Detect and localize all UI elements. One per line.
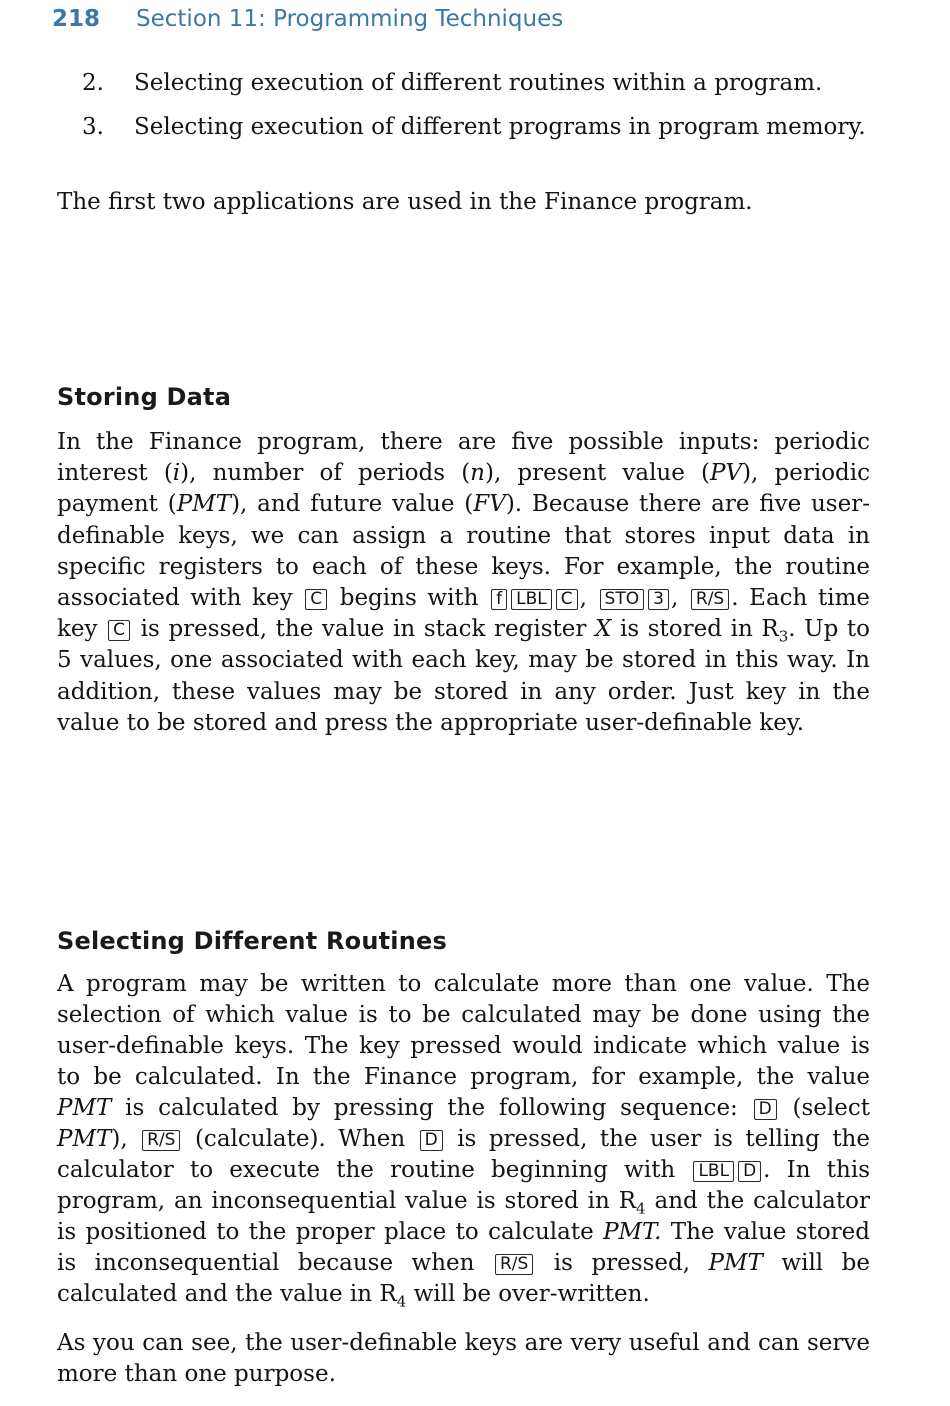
key-c: C	[556, 589, 578, 610]
heading-storing-data: Storing Data	[57, 383, 232, 411]
key-run-stop: R/S	[691, 589, 729, 610]
list-text: Selecting execution of different routines within a program.	[134, 70, 823, 96]
key-d: D	[754, 1099, 777, 1120]
key-f: f	[491, 589, 507, 610]
key-run-stop: R/S	[142, 1130, 180, 1151]
key-c: C	[108, 620, 130, 641]
paragraph-storing-data: In the Finance program, there are five possible inputs: periodic interest (i), number of periods (n), present value (PV), periodic payment (PMT), and future value (FV). Because there are five user-definable keys, we can assign a routine that stores input data in specific registers to each of these keys. For example, the routine associated with key C begins with f LBL C , STO 3 , R/S . Each time key C is pressed, the value in stack register X is stored in $R_3$. Up to 5 values, one associated with each key, may be stored in this way. In addition, these values may be stored in any order. Just key in the value to be stored and press the appropriate user-definable key.	[57, 429, 871, 736]
list-index: 2.	[82, 70, 104, 96]
list-item	[82, 67, 870, 100]
key-lbl: LBL	[693, 1161, 734, 1182]
key-run-stop: R/S	[495, 1254, 533, 1275]
list-text: Selecting execution of different programs in program memory.	[134, 114, 866, 140]
closing-paragraph: As you can see, the user-definable keys are very useful and can serve more than one purpose.	[57, 1330, 870, 1388]
paragraph-selecting-routines: A program may be written to calculate more than one value. The selection of which value is to be calculated may be done using the user-definable keys. The key pressed would indicate which value is to be calculated. In the Finance program, for example, the value PMT is calculated by pressing the following sequence: D (select PMT), R/S (calculate). When D is pressed, the user is telling the calculator to execute the routine beginning with LBL D . In this program, an inconsequential value is stored in $R_4$ and the calculator is positioned to the proper place to calculate PMT. The value stored is inconsequential because when R/S is pressed, PMT will be calculated and the value in $R_4$ will be over-written.	[57, 971, 871, 1311]
key-d: D	[420, 1130, 443, 1151]
section-title: Section 11: Programming Techniques	[136, 6, 564, 32]
page-header	[52, 6, 563, 32]
list-item	[82, 111, 870, 144]
heading-selecting-routines: Selecting Different Routines	[57, 927, 447, 955]
key-sto: STO	[600, 589, 645, 610]
key-lbl: LBL	[511, 589, 552, 610]
key-c: C	[305, 589, 327, 610]
intro-sentence: The first two applications are used in the Finance program.	[57, 189, 753, 215]
key-d: D	[738, 1161, 761, 1182]
key-3: 3	[648, 589, 669, 610]
list-index: 3.	[82, 114, 104, 140]
page-number: 218	[52, 6, 101, 32]
